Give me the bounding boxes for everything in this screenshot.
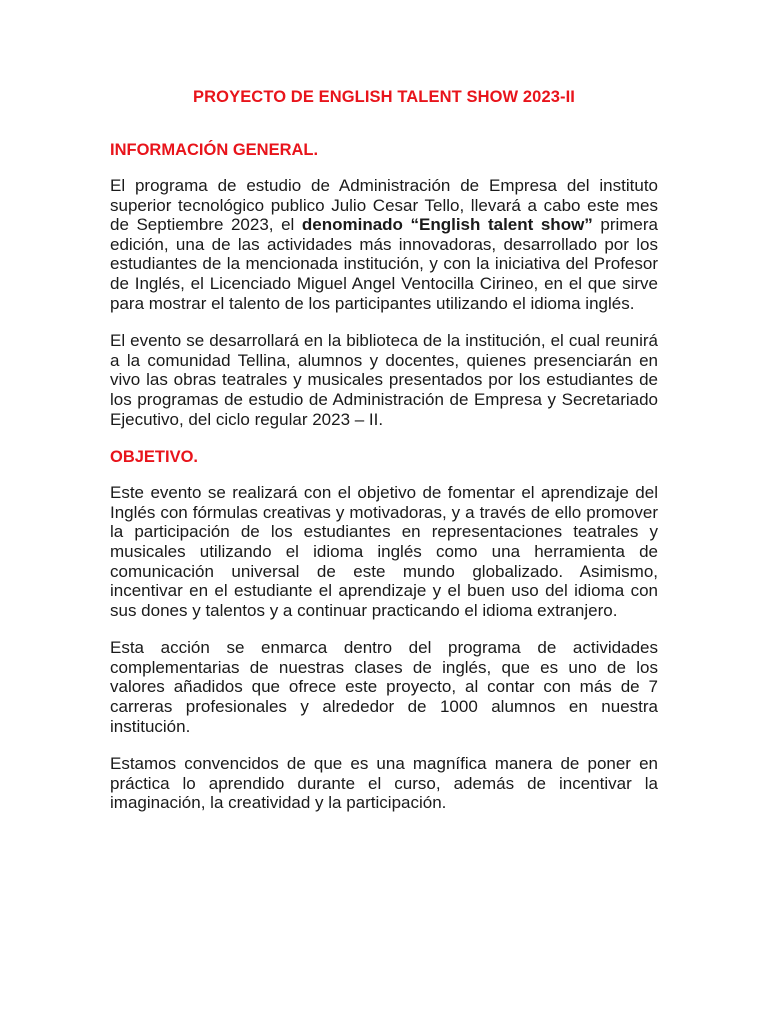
section-heading-objective: OBJETIVO.: [110, 448, 199, 467]
section-heading-general-info: INFORMACIÓN GENERAL.: [110, 141, 319, 159]
paragraph-objective-3: Estamos convencidos de que es una magnífica manera de poner en práctica lo aprendido durante el curso, además de incentivar la imaginación, la creatividad y la participación.: [110, 754, 658, 813]
paragraph-general-1: [110, 176, 658, 313]
paragraph-general-2: El evento se desarrollará en la biblioteca de la institución, el cual reunirá a la comunidad Tellina, alumnos y docentes, quienes presenciarán en vivo las obras teatrales y musicales presentados por los estudiantes de los programas de estudio de Administración de Empresa y Secretariado Ejecutivo, del ciclo regular 2023 – II.: [110, 331, 658, 429]
event-name-highlight: denominado “English talent show”: [301, 215, 593, 235]
document-page: [110, 86, 658, 831]
paragraph-text: El programa de estudio de Administración de Empresa del instituto superior tecnológico publico Julio Cesar Tello, llevará a cabo este mes de Septiembre 2023, el: [110, 176, 658, 235]
paragraph-objective-2: Esta acción se enmarca dentro del programa de actividades complementarias de nuestras clases de inglés, que es uno de los valores añadidos que ofrece este proyecto, al contar con más de 7 carreras profesionales y alrededor de 1000 alumnos en nuestra institución.: [110, 638, 658, 736]
paragraph-text: primera edición, una de las actividades más innovadoras, desarrollado por los estudiantes de la mencionada institución, y con la iniciativa del Profesor de Inglés, el Licenciado Miguel Angel Ventocilla Cirineo, en el que sirve para mostrar el talento de los participantes utilizando el idioma inglés.: [110, 215, 658, 313]
paragraph-objective-1: Este evento se realizará con el objetivo de fomentar el aprendizaje del Inglés con fórmulas creativas y motivadoras, y a través de ello promover la participación de los estudiantes en representaciones teatrales y musicales utilizando el idioma inglés como una herramienta de comunicación universal de este mundo globalizado. Asimismo, incentivar en el estudiante el aprendizaje y el buen uso del idioma con sus dones y talentos y a continuar practicando el idioma extranjero.: [110, 483, 658, 620]
document-title: PROYECTO DE ENGLISH TALENT SHOW 2023-II: [193, 88, 575, 106]
